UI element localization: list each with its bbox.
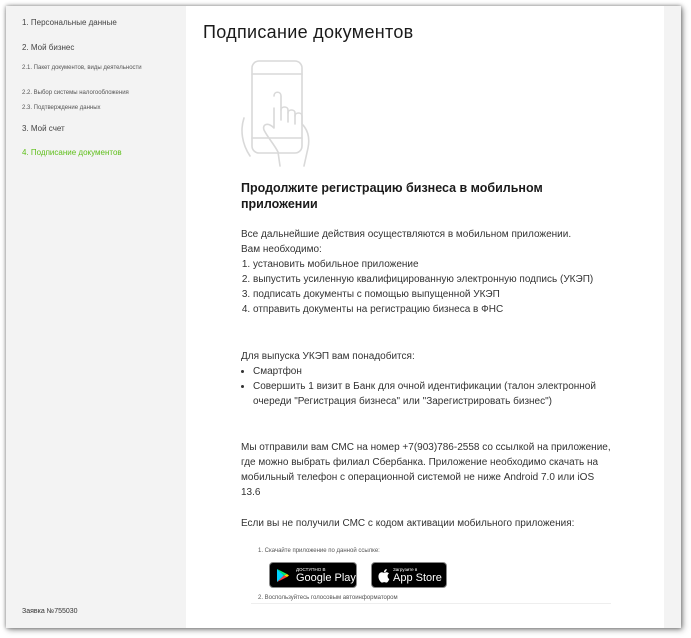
phone-hand-illustration <box>238 58 334 168</box>
sidebar-step-my-account[interactable]: 3. Мой счет <box>22 124 65 133</box>
step-item: 4. отправить документы на регистрацию бизнеса в ФНС <box>253 302 611 317</box>
step-item: 1. установить мобильное приложение <box>253 257 611 272</box>
application-number: Заявка №755030 <box>22 608 78 615</box>
page-title: Подписание документов <box>203 22 414 42</box>
voice-assistant-panel <box>251 603 611 628</box>
section-subtitle: Продолжите регистрацию бизнеса в мобильном приложении <box>241 181 543 211</box>
sms-info: Мы отправили вам СМС на номер +7(903)786-2558 со ссылкой на приложение, где можно выбрать филиал Сбербанка. Приложение необходимо скачать на мобильный телефон с операционной системой не ниже Android 7.0 или iOS 13.6 <box>241 442 611 498</box>
google-play-button[interactable] <box>269 562 357 588</box>
app-store-small-label: Загрузите в <box>393 567 418 572</box>
sidebar-step-my-business[interactable]: 2. Мой бизнес <box>22 43 75 52</box>
step-item: 3. подписать документы с помощью выпущенной УКЭП <box>253 287 611 302</box>
main-content <box>186 6 664 628</box>
google-play-label: Google Play <box>296 572 356 584</box>
sidebar-step-document-signing[interactable]: 4. Подписание документов <box>22 148 122 157</box>
google-play-small-label: ДОСТУПНО В <box>296 567 326 572</box>
sidebar-substep-documents-package[interactable]: 2.1. Пакет документов, виды деятельности <box>22 65 142 71</box>
step-item: 2. выпустить усиленную квалифицированную электронную подпись (УКЭП) <box>253 272 611 287</box>
requirement-item: • Смартфон <box>253 364 611 379</box>
intro-line-2: Вам необходимо: <box>241 244 322 255</box>
window-frame <box>6 6 681 628</box>
intro-line-1: Все дальнейшие действия осуществляются в мобильном приложении. <box>241 229 572 240</box>
app-store-label: App Store <box>393 572 442 584</box>
apple-icon <box>378 568 390 583</box>
sidebar-substep-data-confirmation[interactable]: 2.3. Подтверждение данных <box>22 105 101 111</box>
sidebar <box>6 6 186 628</box>
instructions-block <box>241 227 611 317</box>
requirement-item: • Совершить 1 визит в Банк для очной идентификации (талон электронной очереди "Регистрация бизнеса" или "Зарегистрировать бизнес") <box>253 379 611 409</box>
no-sms-info: Если вы не получили СМС с кодом активации мобильного приложения: <box>241 518 575 529</box>
sidebar-step-personal-data[interactable]: 1. Персональные данные <box>22 18 117 27</box>
requirements-title: Для выпуска УКЭП вам понадобится: <box>241 351 415 362</box>
sidebar-substep-tax-system[interactable]: 2.2. Выбор системы налогообложения <box>22 90 129 96</box>
requirements-block <box>241 349 611 409</box>
right-gutter <box>664 6 681 628</box>
download-note: 1. Скачайте приложение по данной ссылке: <box>258 548 380 554</box>
app-store-button[interactable] <box>371 562 447 588</box>
voice-note: 2. Воспользуйтесь голосовым автоинформатором <box>258 595 398 601</box>
google-play-icon <box>276 568 290 583</box>
